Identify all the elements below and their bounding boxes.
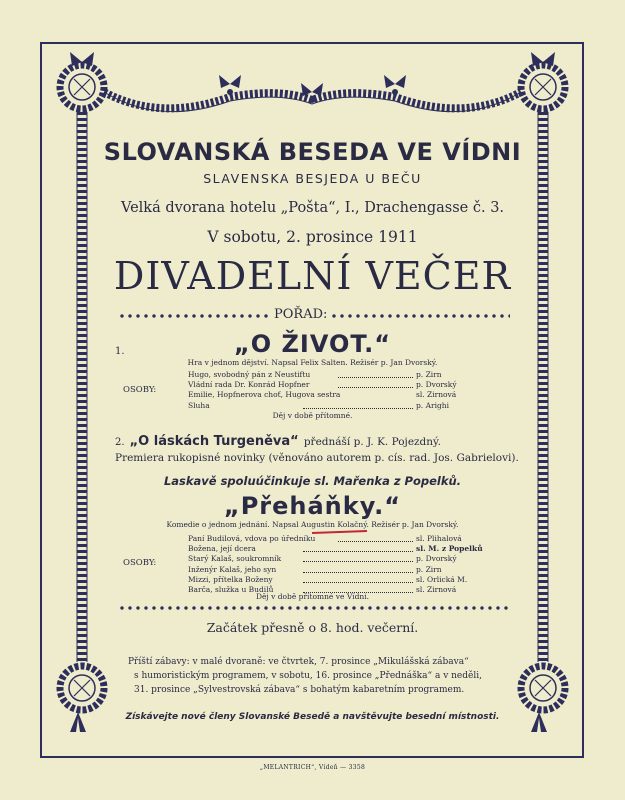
cast-row: Inženýr Kalaš, jeho syn p. Zirn <box>188 564 442 574</box>
bow-ornament <box>384 75 406 88</box>
membership-appeal: Získávejte nové členy Slovanské Besedě a navštěvujte besední místnosti. <box>125 712 500 722</box>
cast-row: Hugo, svobodný pán z Neustiftu p. Zirn <box>188 370 442 379</box>
future-events: Příští zábavy: v malé dvoraně: ve čtvrtek, 7. prosince „Mikulášská zábava“ s humoristickým programem, v sobotu, 16. prosince „Přednáška“ a v neděli, 31. prosince „Sylvestrovská zábava“ s bohatým kabaretním programem. <box>128 657 482 695</box>
date-line: V sobotu, 2. prosince 1911 <box>207 228 418 246</box>
start-time: Začátek přesně o 8. hod. večerní. <box>206 620 419 635</box>
dotted-divider <box>330 312 510 320</box>
cast-row: Starý Kalaš, soukromník p. Dvorský <box>188 554 457 564</box>
setting-note: Děj v době přítomné. <box>272 411 353 420</box>
dotted-divider <box>118 312 268 320</box>
program-label: POŘAD: <box>274 307 328 322</box>
play-info: Hra v jednom dějství. Napsal Felix Salten. Režisér p. Jan Dvorský. <box>187 358 438 367</box>
printer-imprint: „MELANTRICH“, Vídeň — 3358 <box>259 764 366 771</box>
setting-note: Děj v době přítomné ve Vídni. <box>255 592 370 601</box>
cast-row: Emilie, Hopfnerova choť, Hugova sestra sl. Zirnová <box>188 390 457 400</box>
cast-list <box>188 534 508 595</box>
play-info: Komedie o jednom jednání. Napsal Augustin Kolačný. Režisér p. Jan Dvorský. <box>166 520 459 529</box>
cooperation-line: Laskavě spoluúčinkuje sl. Mařenka z Popelků. <box>163 474 462 488</box>
program-item-3: Premiera rukopisné novinky (věnováno autorem p. cís. rad. Jos. Gabrielovi). <box>115 452 519 464</box>
society-title: SLOVANSKÁ BESEDA VE VÍDNI <box>103 138 522 166</box>
event-title: DIVADELNÍ VEČER <box>113 254 512 298</box>
lecture-title: „O láskách Turgeněva“ <box>129 434 299 449</box>
venue-line: Velká dvorana hotelu „Pošta“, I., Drachengasse č. 3. <box>120 200 505 216</box>
cast-row: Sluha p. Arighi <box>188 400 449 410</box>
society-subtitle: SLAVENSKA BESJEDA U BEČU <box>203 171 422 186</box>
cast-row: Mizzi, přítelka Boženy sl. Orlická M. <box>188 574 468 584</box>
cast-row: Vládní rada Dr. Konrád Hopfner p. Dvorský <box>188 380 457 390</box>
cast-row: Paní Budilová, vdova po úředníku sl. Plihalová <box>188 534 462 543</box>
bow-ornament <box>219 75 241 88</box>
program-item-2: 2. „O láskách Turgeněva“ přednáší p. J. K. Pojezdný. <box>115 434 441 449</box>
bow-ornament <box>301 83 323 96</box>
play-title-prehanky: „Přeháňky.“ <box>223 492 402 520</box>
cast-label: OSOBY: <box>123 385 157 395</box>
cast-row: Božena, její dcera sl. M. z Popelků <box>188 544 483 554</box>
play-title-o-zivot: „O ŽIVOT.“ <box>233 330 392 358</box>
cast-label: OSOBY: <box>123 558 157 568</box>
item-number: 1. <box>115 346 125 357</box>
cast-row: Barča, služka u Budilů sl. Zirnová <box>188 584 457 594</box>
cast-list <box>188 370 508 411</box>
dotted-divider <box>118 604 510 612</box>
